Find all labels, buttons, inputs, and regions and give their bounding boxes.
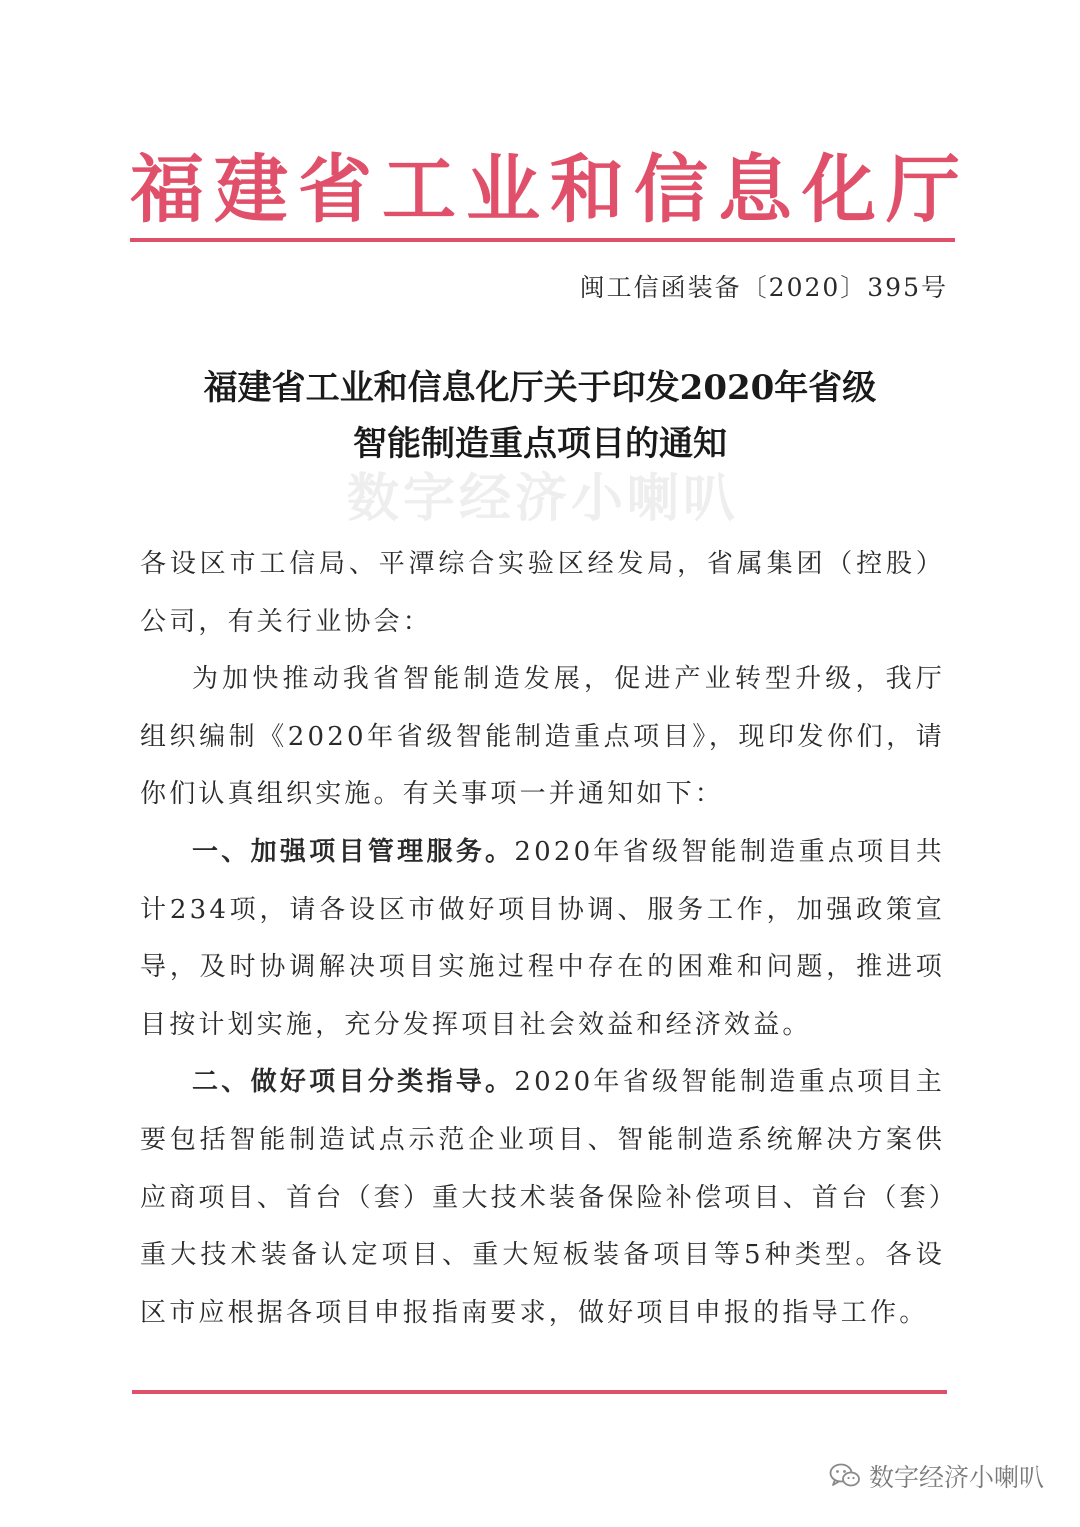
intro-paragraph: 为加快推动我省智能制造发展，促进产业转型升级，我厅组织编制《2020年省级智能制造重点项目》，现印发你们，请你们认真组织实施。有关事项一并通知如下： — [140, 664, 945, 810]
item-1-heading: 一、加强项目管理服务。 — [192, 836, 515, 867]
watermark-text: 数字经济小喇叭 — [346, 468, 739, 529]
document-body — [140, 536, 945, 1342]
item-2-heading: 二、做好项目分类指导。 — [192, 1067, 515, 1098]
document-title-line-1: 福建省工业和信息化厅关于印发2020年省级 — [203, 368, 877, 408]
wechat-icon — [829, 1462, 861, 1490]
item-2-text: 2020年省级智能制造重点项目主要包括智能制造试点示范企业项目、智能制造系统解决方案供应商项目、首台（套）重大技术装备保险补偿项目、首台（套）重大技术装备认定项目、重大短板装备项目等5种类型。各设区市应根据各项目申报指南要求，做好项目申报的指导工作。 — [140, 1067, 945, 1328]
footer-brand — [829, 1458, 1044, 1494]
letterhead-red-rule — [130, 238, 955, 242]
footer-brand-name: 数字经济小喇叭 — [868, 1463, 1044, 1492]
document-title-line-2: 智能制造重点项目的通知 — [353, 424, 727, 464]
addressee-paragraph: 各设区市工信局、平潭综合实验区经发局，省属集团（控股）公司，有关行业协会： — [140, 549, 945, 637]
letterhead-org-name: 福建省工业和信息化厅 — [130, 147, 970, 233]
item-2-paragraph — [140, 1054, 945, 1342]
document-number: 闽工信函装备〔2020〕395号 — [579, 273, 948, 302]
footer-red-rule — [132, 1390, 947, 1394]
item-1-text: 2020年省级智能制造重点项目共计234项，请各设区市做好项目协调、服务工作，加强政策宣导，及时协调解决项目实施过程中存在的困难和问题，推进项目按计划实施，充分发挥项目社会效益和经济效益。 — [140, 836, 945, 1040]
item-1-paragraph — [140, 824, 945, 1054]
